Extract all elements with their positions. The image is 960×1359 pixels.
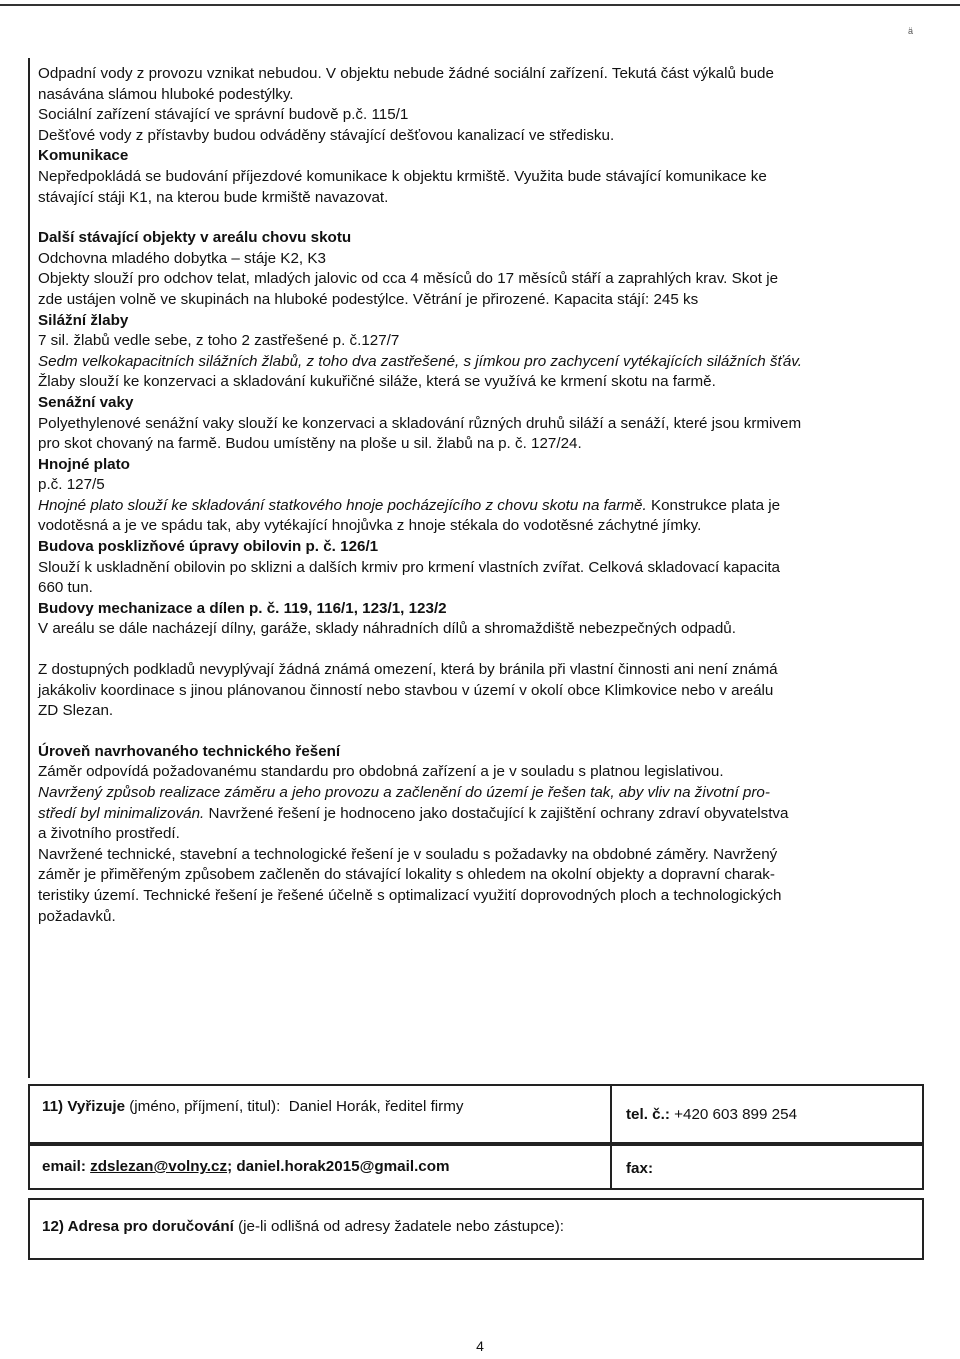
text-line: a životního prostředí.: [38, 825, 180, 843]
contact-value: Daniel Horák, ředitel firmy: [288, 1098, 464, 1115]
email-link[interactable]: zdslezan@volny.cz: [90, 1158, 228, 1175]
section-heading-senazni-vaky: Senážní vaky: [38, 393, 134, 411]
text-line: Nepředpokládá se budování příjezdové komunikace k objektu krmiště. Využita bude stávající komunikace ke: [38, 167, 767, 185]
text-line: Odchovna mladého dobytka – stáje K2, K3: [38, 249, 326, 267]
text-line: Sociální zařízení stávající ve správní budově p.č. 115/1: [38, 106, 409, 124]
text-span: středí byl minimalizován.: [38, 804, 205, 822]
form-row-contact: [28, 1084, 924, 1146]
text-line: záměr je přiměřeným způsobem začleněn do stávající lokality s ohledem na okolní objekty a dopravní charak-: [38, 866, 775, 884]
text-span: Hnojné plato slouží ke skladování statkového hnoje pocházejícího z chovu skotu na farmě.: [38, 496, 647, 514]
text-line: stávající stáji K1, na kterou bude krmiště navazovat.: [38, 188, 389, 206]
address-label: 12) Adresa pro doručování: [42, 1218, 234, 1235]
text-line: Žlaby slouží ke konzervaci a skladování kukuřičné siláže, která se využívá ke krmení skotu na farmě.: [38, 373, 716, 391]
text-line: zde ustájen volně ve skupinách na hluboké podestýlce. Větrání je přirozené. Kapacita stájí: 245 ks: [38, 290, 699, 308]
corner-mark: ä: [908, 26, 914, 36]
text-line: jakákoliv koordinace s jinou plánovanou činností nebo stavbou v území v okolí obce Klimkovice nebo v areálu: [38, 681, 774, 699]
fax-cell: [612, 1144, 922, 1188]
section-heading-hnojne-plato: Hnojné plato: [38, 455, 130, 473]
text-line: p.č. 127/5: [38, 476, 105, 494]
fax-label: fax:: [626, 1160, 654, 1177]
text-span: Konstrukce plata je: [646, 496, 781, 514]
text-span: Navržené řešení je hodnoceno jako dostačující k zajištění ochrany zdraví obyvatelstva: [204, 804, 789, 822]
contact-label: 11) Vyřizuje: [42, 1098, 126, 1115]
document-body: [38, 64, 920, 927]
email-label: email:: [42, 1158, 86, 1175]
section-heading-komunikace: Komunikace: [38, 147, 129, 165]
text-line: V areálu se dále nacházejí dílny, garáže, sklady náhradních dílů a shromaždiště nebezpečných odpadů.: [38, 620, 736, 638]
email-cell: [30, 1144, 612, 1188]
phone-value: +420 603 899 254: [674, 1106, 798, 1123]
contact-cell: [30, 1086, 612, 1144]
text-line: Slouží k uskladnění obilovin po sklizni a dalších krmiv pro krmení vlastních zvířat. Celková skladovací kapacita: [38, 558, 780, 576]
section-heading-uroven: Úroveň navrhovaného technického řešení: [38, 742, 341, 760]
text-line: Navržené technické, stavební a technologické řešení je v souladu s požadavky na obdobné záměry. Navržený: [38, 845, 778, 863]
section-heading-dalsi-objekty: Další stávající objekty v areálu chovu skotu: [38, 229, 352, 247]
text-line: ZD Slezan.: [38, 702, 114, 720]
text-line: požadavků.: [38, 907, 116, 925]
text-line: Odpadní vody z provozu vznikat nebudou. V objektu nebude žádné sociální zařízení. Tekutá část výkalů bude: [38, 65, 774, 82]
text-line: 660 tun.: [38, 579, 93, 597]
text-line: Navržený způsob realizace záměru a jeho provozu a začlenění do území je řešen tak, aby vliv na životní pro-: [38, 784, 770, 801]
phone-label: tel. č.:: [626, 1106, 670, 1123]
text-line: Z dostupných podkladů nevyplývají žádná známá omezení, která by bránila při vlastní činnosti ani není známá: [38, 661, 778, 679]
phone-cell: [612, 1086, 922, 1144]
text-line: Objekty slouží pro odchov telat, mladých jalovic od cca 4 měsíců do 17 měsíců stáří a zaprahlých krav. Skot je: [38, 270, 779, 288]
email-rest: ; daniel.horak2015@gmail.com: [227, 1158, 450, 1175]
text-line: teristiky území. Technické řešení je řešené účelně s optimalizací využití doprovodných ploch a technologických: [38, 886, 782, 904]
form-row-address: [28, 1198, 924, 1260]
text-line: Záměr odpovídá požadovanému standardu pro obdobná zařízení a je v souladu s platnou legislativou.: [38, 763, 724, 781]
text-line: Sedm velkokapacitních silážních žlabů, z toho dva zastřešené, s jímkou pro zachycení vytékajících silážních šťáv.: [38, 352, 802, 370]
address-cell: [30, 1200, 922, 1258]
section-heading-mechanizace: Budovy mechanizace a dílen p. č. 119, 116/1, 123/1, 123/2: [38, 599, 447, 617]
text-line: Polyethylenové senážní vaky slouží ke konzervaci a skladování různých druhů siláží a senáží, které jsou krmivem: [38, 414, 802, 432]
text-line: Dešťové vody z přístavby budou odváděny stávající dešťovou kanalizací ve středisku.: [38, 126, 615, 144]
text-line: 7 sil. žlabů vedle sebe, z toho 2 zastřešené p. č.127/7: [38, 332, 400, 350]
scan-edge-line: [0, 4, 960, 6]
section-heading-silazni-zlaby: Silážní žlaby: [38, 311, 129, 329]
text-line: [38, 804, 920, 825]
text-line: pro skot chovaný na farmě. Budou umístěny na ploše u sil. žlabů na p. č. 127/24.: [38, 435, 582, 453]
contact-hint: (jméno, příjmení, titul):: [125, 1098, 281, 1115]
text-line: [38, 496, 920, 517]
section-heading-posklizn: Budova posklizňové úpravy obilovin p. č. 126/1: [38, 538, 379, 556]
address-hint: (je-li odlišná od adresy žadatele nebo zástupce):: [233, 1218, 564, 1235]
text-line: nasávána slámou hluboké podestýlky.: [38, 85, 294, 103]
form-row-email: [28, 1142, 924, 1190]
text-line: vodotěsná a je ve spádu tak, aby vytékající hnojůvka z hnoje stékala do vodotěsné záchytné jímky.: [38, 517, 702, 535]
page-number: 4: [476, 1338, 484, 1354]
